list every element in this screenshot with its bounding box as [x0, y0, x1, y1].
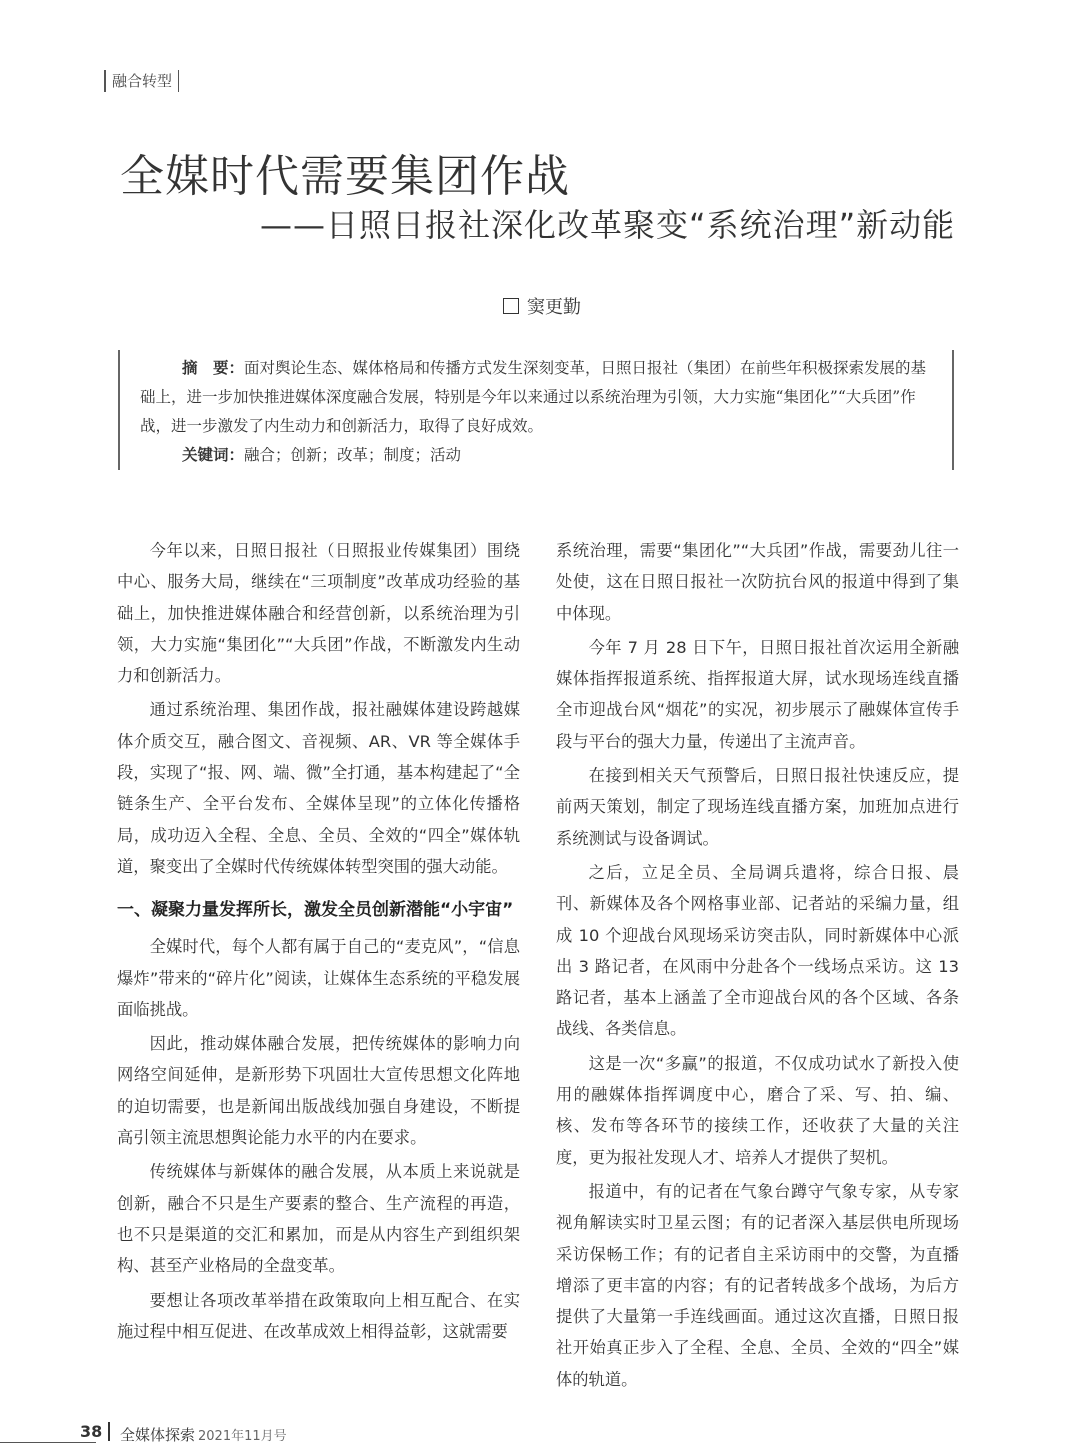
abstract-text: 面对舆论生态、媒体格局和传播方式发生深刻变革，日照日报社（集团）在前些年积极探索发展的基础上，进一步加快推进媒体深度融合发展，特别是今年以来通过以系统治理为引领，大力实施“集团化”“大兵团”作战，进一步激发了内生动力和创新活力，取得了良好成效。: [140, 359, 927, 435]
paragraph: 传统媒体与新媒体的融合发展，从本质上来说就是创新，融合不只是生产要素的整合、生产流程的再造，也不只是渠道的交汇和累加，而是从内容生产到组织架构、甚至产业格局的全盘变革。: [117, 1162, 520, 1276]
paragraph: 之后，立足全员、全局调兵遣将，综合日报、晨刊、新媒体及各个网格事业部、记者站的采编力量，组成 10 个迎战台风现场采访突击队，同时新媒体中心派出 3 路记者，在风雨中分赴各个一线场点采访。这 13 路记者，基本上涵盖了全市迎战台风的各个区域、各条战线、各类信息。: [556, 862, 959, 1039]
author-name: 窦更勤: [527, 297, 581, 318]
paragraph: 在接到相关天气预警后，日照日报社快速反应，提前两天策划，制定了现场连线直播方案，加班加点进行系统测试与设备调试。: [556, 766, 959, 848]
page-footer: [0, 1420, 1080, 1450]
body-column-right: [556, 535, 959, 1398]
author-line: [503, 293, 581, 319]
paragraph: 报道中，有的记者在气象台蹲守气象专家，从专家视角解读实时卫星云图；有的记者深入基层供电所现场采访保畅工作；有的记者自主采访雨中的交警，为直播增添了更丰富的内容；有的记者转战多个战场，为后方提供了大量第一手连线画面。通过这次直播，日照日报社开始真正步入了全程、全息、全员、全效的“四全”媒体的轨道。: [556, 1181, 959, 1389]
article-title: 全媒时代需要集团作战: [120, 151, 570, 202]
abstract-right-rule: [952, 350, 954, 470]
body-column-left: [117, 535, 520, 1350]
paragraph: 今年 7 月 28 日下午，日照日报社首次运用全新融媒体指挥报道系统、指挥报道大屏，试水现场连线直播全市迎战台风“烟花”的实况，初步展示了融媒体宣传手段与平台的强大力量，传递出了主流声音。: [556, 637, 959, 751]
abstract: [140, 354, 930, 441]
section-heading: 一、凝聚力量发挥所长，激发全员创新潜能“小宇宙”: [117, 900, 514, 921]
journal-name: 全媒体探索: [120, 1426, 196, 1444]
issue-date: 2021年11月号: [198, 1429, 287, 1444]
paragraph: 这是一次“多赢”的报道，不仅成功试水了新投入使用的融媒体指挥调度中心，磨合了采、写、拍、编、核、发布等各环节的接续工作，还收获了大量的关注度，更为报社发现人才、培养人才提供了契机。: [556, 1053, 959, 1167]
footer-rule: [0, 1442, 96, 1443]
abstract-label: 摘 要：: [182, 359, 245, 377]
section-tag: 融合转型: [104, 70, 179, 92]
paragraph: 因此，推动媒体融合发展，把传统媒体的影响力向网络空间延伸，是新形势下巩固壮大宣传思想文化阵地的迫切需要，也是新闻出版战线加强自身建设，不断提高引领主流思想舆论能力水平的内在要求。: [117, 1034, 520, 1148]
square-icon: [503, 298, 519, 314]
keywords-label: 关键词：: [182, 446, 245, 464]
paragraph: 今年以来，日照日报社（日照报业传媒集团）围绕中心、服务大局，继续在“三项制度”改革成功经验的基础上，加快推进媒体融合和经营创新，以系统治理为引领，大力实施“集团化”“大兵团”作战，不断激发内生动力和创新活力。: [117, 541, 520, 686]
paragraph: 全媒时代，每个人都有属于自己的“麦克风”，“信息爆炸”带来的“碎片化”阅读，让媒体生态系统的平稳发展面临挑战。: [117, 937, 520, 1019]
paragraph: 通过系统治理、集团作战，报社融媒体建设跨越媒体介质交互，融合图文、音视频、AR、VR 等全媒体手段，实现了“报、网、端、微”全打通，基本构建起了“全链条生产、全平台发布、全媒体呈现”的立体化传播格局，成功迈入全程、全息、全员、全效的“四全”媒体轨道，聚变出了全媒时代传统媒体转型突围的强大动能。: [117, 700, 520, 876]
article-subtitle: ——日照日报社深化改革聚变“系统治理”新动能: [260, 206, 956, 244]
keywords: [182, 443, 461, 465]
keywords-text: 融合；创新；改革；制度；活动: [244, 446, 462, 464]
paragraph: 要想让各项改革举措在政策取向上相互配合、在实施过程中相互促进、在改革成效上相得益彰，这就需要: [117, 1290, 520, 1341]
abstract-left-rule: [118, 350, 120, 470]
page-number: 38: [80, 1422, 110, 1441]
paragraph: 系统治理，需要“集团化”“大兵团”作战，需要劲儿往一处使，这在日照日报社一次防抗台风的报道中得到了集中体现。: [556, 541, 959, 623]
abstract-block: [118, 350, 954, 470]
